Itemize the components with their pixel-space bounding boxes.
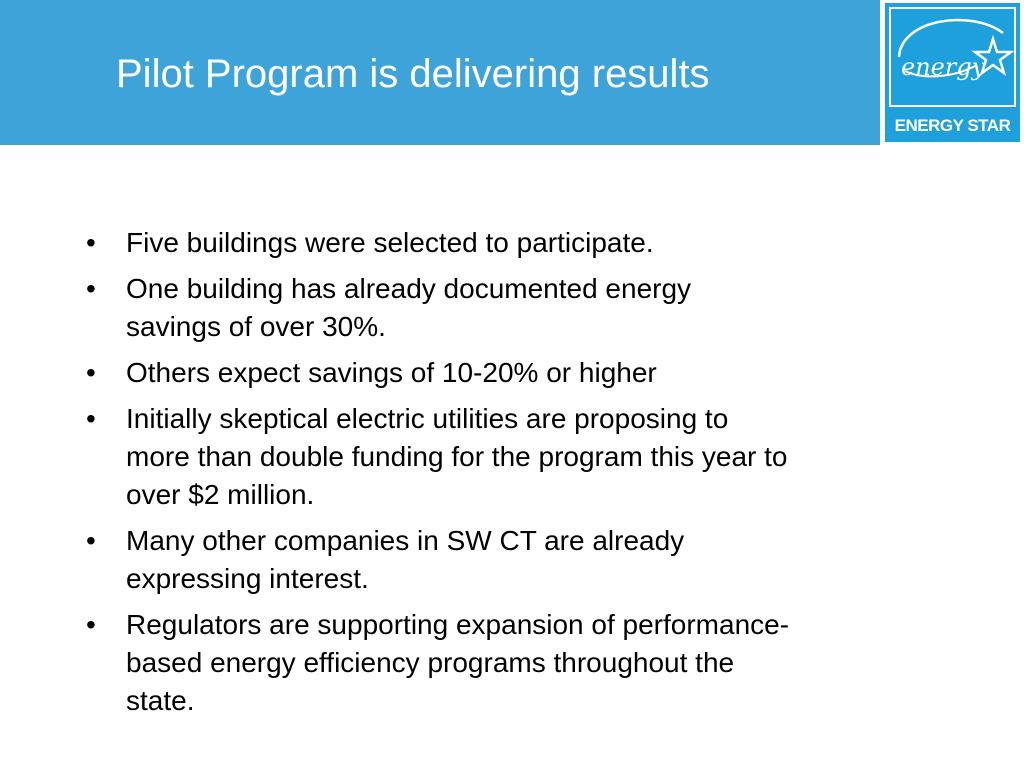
bullet-list <box>86 224 966 728</box>
bullet-line: more than double funding for the program this year to <box>126 441 788 472</box>
bullet-line: savings of over 30%. <box>126 311 386 342</box>
bullet-line: Initially skeptical electric utilities are proposing to <box>126 403 729 434</box>
bullet-marker: • <box>86 227 96 258</box>
slide-title: Pilot Program is delivering results <box>116 52 710 96</box>
bullet-line: over $2 million. <box>126 479 315 510</box>
bullet-marker: • <box>86 273 96 304</box>
bullet-line: based energy efficiency programs throughout the <box>126 647 735 678</box>
title-bar <box>0 0 880 145</box>
bullet-item <box>86 522 966 598</box>
bullet-line: Others expect savings of 10-20% or higher <box>126 357 657 388</box>
bullet-line: Regulators are supporting expansion of performance- <box>126 609 790 640</box>
logo-box <box>885 3 1020 142</box>
bullet-item <box>86 606 966 720</box>
bullet-item <box>86 400 966 514</box>
bullet-marker: • <box>86 403 96 434</box>
bullet-line: Many other companies in SW CT are already <box>126 525 685 556</box>
logo-inner <box>889 7 1016 107</box>
logo-label: ENERGY STAR <box>894 116 1011 135</box>
bullet-line: One building has already documented energy <box>126 273 692 304</box>
bullet-line: state. <box>126 685 195 716</box>
logo-script-text: energy <box>901 53 986 81</box>
bullet-item <box>86 270 966 346</box>
bullet-line: expressing interest. <box>126 563 369 594</box>
energy-star-logo <box>883 0 1024 145</box>
bullet-marker: • <box>86 525 96 556</box>
bullet-marker: • <box>86 609 96 640</box>
bullet-marker: • <box>86 357 96 388</box>
bullet-item <box>86 354 966 392</box>
bullet-line: Five buildings were selected to participate. <box>126 227 654 258</box>
bullet-item <box>86 224 966 262</box>
